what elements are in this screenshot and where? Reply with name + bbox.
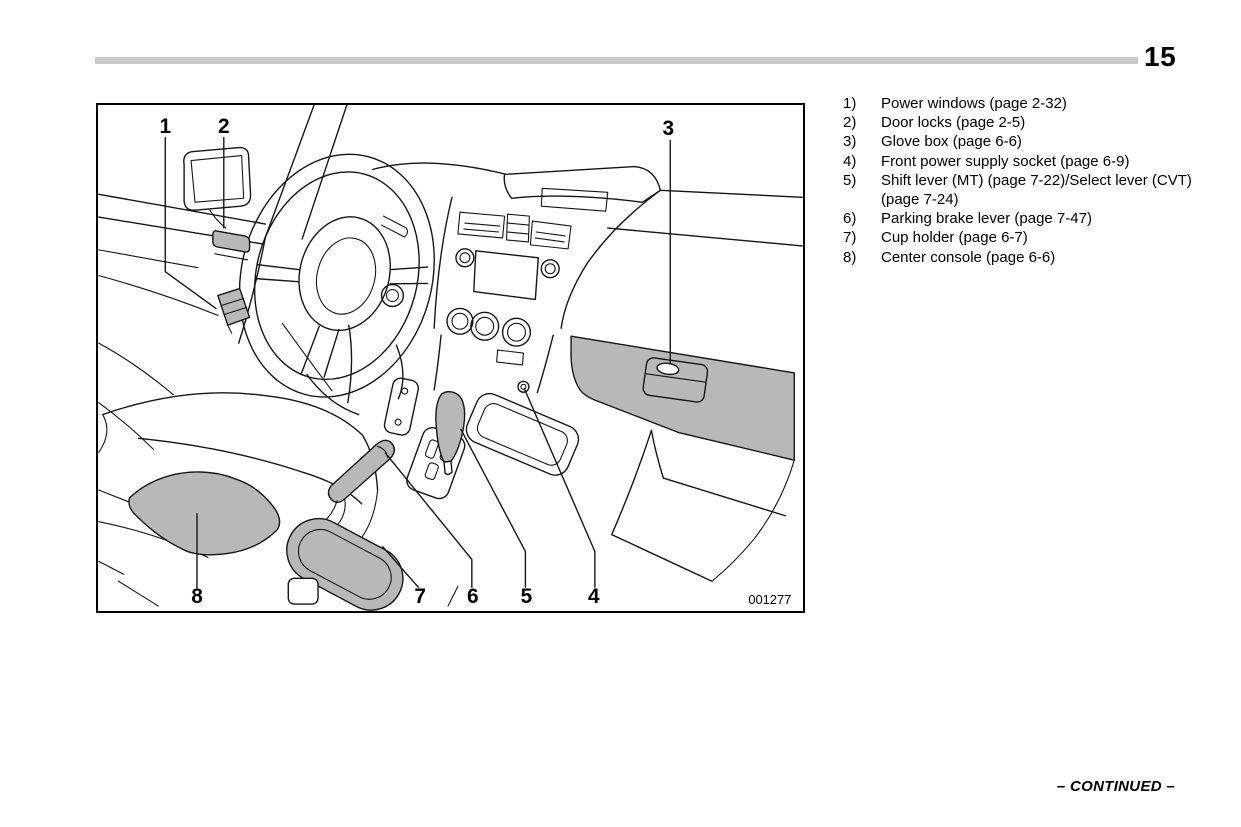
legend-item-label: Door locks (page 2-5) — [881, 114, 1026, 132]
legend-item-number: 7) — [843, 229, 857, 247]
legend-item-label: Front power supply socket (page 6-9) — [881, 152, 1130, 170]
audio-screen — [474, 251, 538, 300]
dashboard — [282, 163, 802, 391]
center-console-armrest — [129, 472, 280, 555]
callout-5: 5 — [520, 585, 533, 609]
legend-item-label: Center console (page 6-6) — [881, 248, 1056, 266]
legend-item-label: Cup holder (page 6-7) — [881, 229, 1028, 247]
callout-2: 2 — [217, 114, 230, 138]
glove-box — [571, 336, 794, 460]
figure-box — [96, 103, 805, 613]
legend-item-number: 8) — [843, 248, 857, 266]
header-rule — [95, 57, 1138, 64]
callout-8: 8 — [191, 585, 203, 609]
shift-lever — [436, 392, 465, 475]
legend-item-number: 5) — [843, 171, 857, 189]
legend-item-number: 1) — [843, 95, 857, 112]
legend-item-3 — [843, 132, 1225, 151]
center-stack — [434, 212, 571, 393]
interior-diagram — [98, 105, 803, 611]
callout-4: 4 — [588, 585, 600, 609]
legend-item-2 — [843, 113, 1225, 132]
footer-continued: – CONTINUED – — [1056, 778, 1175, 795]
legend-item-label: Power windows (page 2-32) — [881, 95, 1067, 112]
legend-item-number: 6) — [843, 210, 857, 228]
legend-item-label: Parking brake lever (page 7-47) — [881, 210, 1092, 228]
legend-item-6 — [843, 209, 1225, 228]
door-window-sill — [99, 194, 266, 449]
legend-item-number: 2) — [843, 114, 857, 132]
legend-item-7 — [843, 228, 1225, 247]
page-number: 15 — [1144, 41, 1177, 72]
front-power-socket — [518, 381, 529, 392]
legend-item-1 — [843, 94, 1225, 113]
legend-item-number: 4) — [843, 152, 857, 170]
callout-1: 1 — [159, 114, 172, 138]
legend-item-8 — [843, 248, 1225, 267]
legend-item-label: Shift lever (MT) (page 7-22)/Select lever (CVT) (page 7-24) — [881, 171, 1192, 209]
callout-6: 6 — [467, 585, 479, 609]
legend-item-4 — [843, 152, 1225, 171]
legend-item-number: 3) — [843, 133, 857, 151]
callout-3: 3 — [662, 116, 675, 140]
callout-7: 7 — [414, 585, 427, 609]
legend-item-label: Glove box (page 6-6) — [881, 133, 1022, 151]
parking-brake-lever — [318, 440, 394, 526]
legend-item-5 — [843, 171, 1225, 209]
figure-code: 001277 — [748, 592, 792, 608]
legend — [843, 94, 1225, 267]
door-lock-switch — [218, 289, 250, 334]
